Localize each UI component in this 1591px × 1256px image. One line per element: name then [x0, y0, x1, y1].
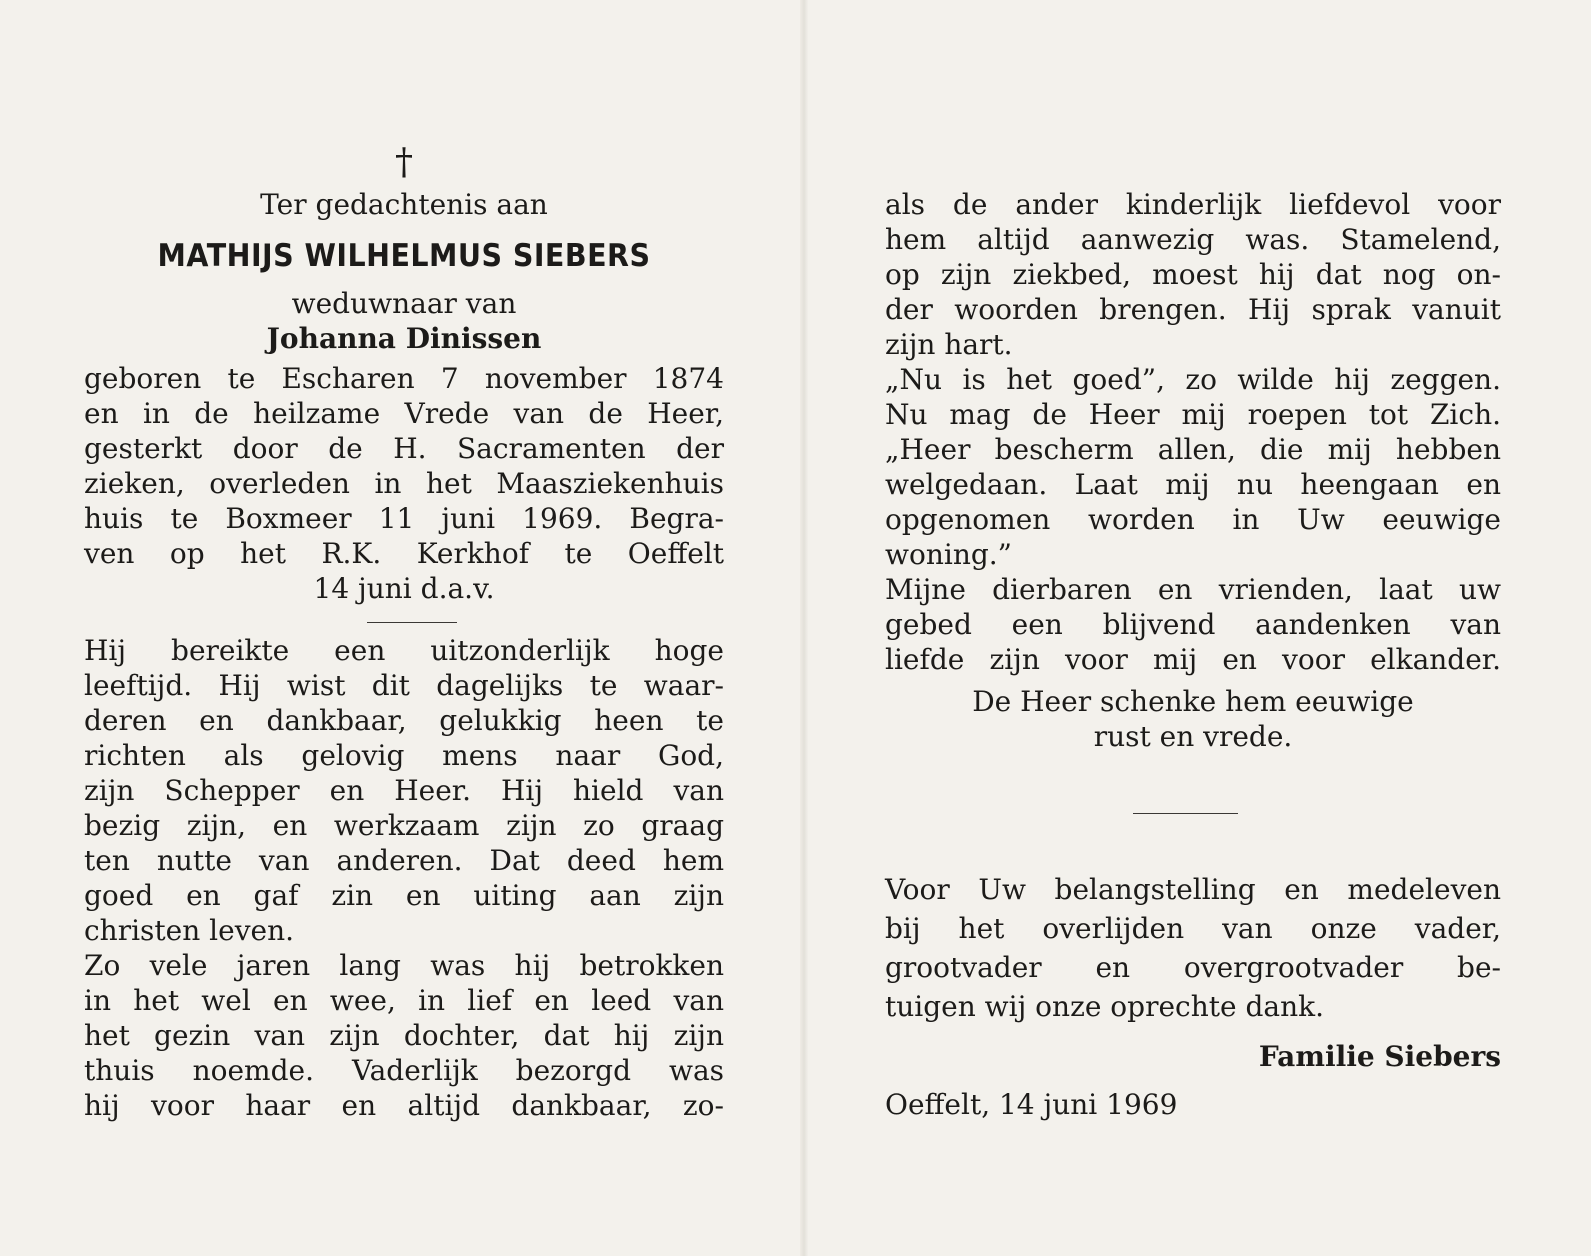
eulogy-line: het gezin van zijn dochter, dat hij zijn [84, 1019, 724, 1052]
continuation-line: der woorden brengen. Hij sprak vanuit [885, 293, 1501, 326]
eulogy-line: leeftijd. Hij wist dit dagelijks te waar- [84, 669, 724, 702]
card-fold [800, 0, 808, 1256]
continuation-line: woning.” [885, 538, 1012, 571]
place-date: Oeffelt, 14 juni 1969 [885, 1088, 1178, 1121]
cross-icon: † [395, 142, 413, 183]
blessing [885, 684, 1501, 754]
bio-line: en in de heilzame Vrede van de Heer, [84, 397, 724, 430]
continuation-line: op zijn ziekbed, moest hij dat nog on- [885, 258, 1501, 291]
thanks-line: tuigen wij onze oprechte dank. [885, 990, 1324, 1023]
eulogy-line: bezig zijn, en werkzaam zijn zo graag [84, 809, 724, 842]
continuation-line: gebed een blijvend aandenken van [885, 608, 1501, 641]
thanks-line: Voor Uw belangstelling en medeleven [885, 873, 1501, 906]
widow-label: weduwnaar van [291, 287, 517, 320]
eulogy [84, 633, 724, 1123]
divider [1133, 813, 1238, 814]
eulogy-line: Zo vele jaren lang was hij betrokken [84, 949, 724, 982]
continuation-line: als de ander kinderlijk liefdevol voor [885, 188, 1501, 221]
divider [367, 622, 457, 623]
eulogy-continuation [885, 187, 1501, 677]
continuation-line: „Heer bescherm allen, die mij hebben [885, 433, 1501, 466]
continuation-line: „Nu is het goed”, zo wilde hij zeggen. [885, 363, 1501, 396]
eulogy-line: goed en gaf zin en uiting aan zijn [84, 879, 724, 912]
blessing-line: rust en vrede. [1093, 720, 1293, 753]
continuation-line: Mijne dierbaren en vrienden, laat uw [885, 573, 1501, 606]
bio-line: geboren te Escharen 7 november 1874 [84, 362, 724, 395]
eulogy-line: in het wel en wee, in lief en leed van [84, 984, 724, 1017]
eulogy-line: thuis noemde. Vaderlijk bezorgd was [84, 1054, 724, 1087]
intro-text: Ter gedachtenis aan [260, 188, 548, 221]
bio-line: zieken, overleden in het Maasziekenhuis [84, 467, 724, 500]
continuation-line: liefde zijn voor mij en voor elkander. [885, 643, 1501, 676]
thanks-line: bij het overlijden van onze vader, [885, 912, 1501, 945]
eulogy-line: ten nutte van anderen. Dat deed hem [84, 844, 724, 877]
bio-line: ven op het R.K. Kerkhof te Oeffelt [84, 537, 724, 570]
bio-line: gesterkt door de H. Sacramenten der [84, 432, 724, 465]
eulogy-line: christen leven. [84, 914, 295, 947]
continuation-line: opgenomen worden in Uw eeuwige [885, 503, 1501, 536]
continuation-line: zijn hart. [885, 328, 1013, 361]
continuation-line: hem altijd aanwezig was. Stamelend, [885, 223, 1501, 256]
eulogy-line: richten als gelovig mens naar God, [84, 739, 724, 772]
bio-line: 14 juni d.a.v. [313, 572, 495, 605]
bio-line: huis te Boxmeer 11 juni 1969. Begra- [84, 502, 724, 535]
biography [84, 361, 724, 606]
thanks-message [885, 870, 1501, 1026]
right-panel [885, 0, 1525, 1256]
continuation-line: Nu mag de Heer mij roepen tot Zich. [885, 398, 1501, 431]
eulogy-line: Hij bereikte een uitzonderlijk hoge [84, 634, 724, 667]
eulogy-line: hij voor haar en altijd dankbaar, zo- [84, 1089, 724, 1122]
eulogy-line: zijn Schepper en Heer. Hij hield van [84, 774, 724, 807]
family-signature: Familie Siebers [1258, 1040, 1501, 1073]
left-panel [84, 0, 728, 1256]
eulogy-line: deren en dankbaar, gelukkig heen te [84, 704, 724, 737]
thanks-line: grootvader en overgrootvader be- [885, 951, 1501, 984]
continuation-line: welgedaan. Laat mij nu heengaan en [885, 468, 1501, 501]
spouse-name: Johanna Dinissen [266, 322, 542, 355]
deceased-name: MATHIJS WILHELMUS SIEBERS [157, 238, 651, 274]
blessing-line: De Heer schenke hem eeuwige [972, 685, 1414, 718]
